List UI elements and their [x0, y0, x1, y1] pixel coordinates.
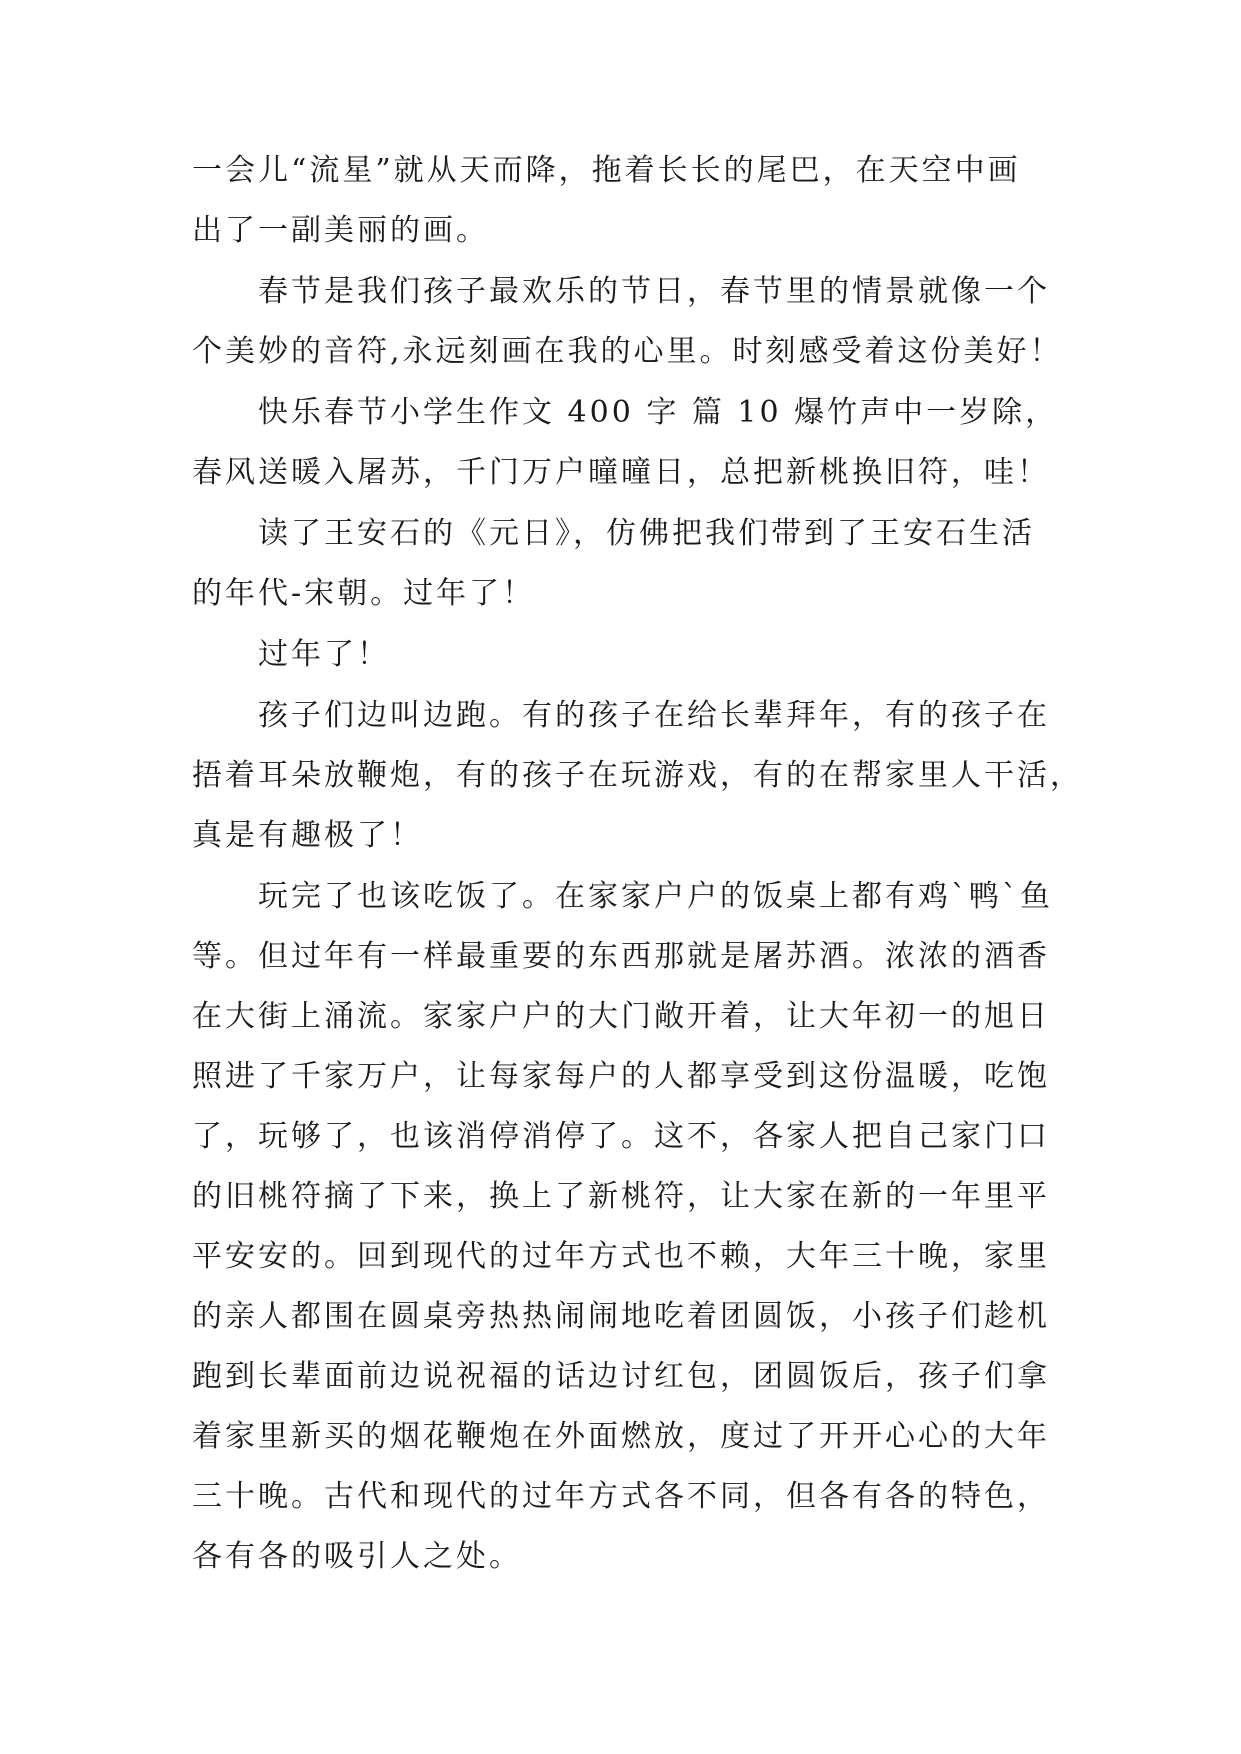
text-line: 个美妙的音符,永远刻画在我的心里。时刻感受着这份美好！	[192, 334, 1063, 369]
text-line: 跑到长辈面前边说祝福的话边讨红包，团圆饭后，孩子们拿	[192, 1359, 1050, 1394]
text-line: 着家里新买的烟花鞭炮在外面燃放，度过了开开心心的大年	[192, 1419, 1050, 1454]
text-line: 春风送暖入屠苏，千门万户曈曈日，总把新桃换旧符，哇！	[192, 455, 1050, 490]
text-line: 的年代-宋朝。过年了！	[192, 576, 536, 611]
text-line: 出了一副美丽的画。	[192, 213, 489, 248]
text-line: 孩子们边叫边跑。有的孩子在给长辈拜年，有的孩子在	[192, 698, 1050, 733]
text-line: 过年了！	[192, 637, 390, 672]
text-line: 真是有趣极了！	[192, 818, 423, 853]
text-line: 玩完了也该吃饭了。在家家户户的饭桌上都有鸡`鸭`鱼	[192, 879, 1053, 914]
text-line: 读了王安石的《元日》，仿佛把我们带到了王安石生活	[192, 516, 1035, 551]
text-line: 春节是我们孩子最欢乐的节日，春节里的情景就像一个	[192, 274, 1050, 309]
text-line: 快乐春节小学生作文 400 字 篇 10 爆竹声中一岁除，	[192, 395, 1059, 430]
text-line: 等。但过年有一样最重要的东西那就是屠苏酒。浓浓的酒香	[192, 939, 1050, 974]
text-line: 在大街上涌流。家家户户的大门敞开着，让大年初一的旭日	[192, 999, 1050, 1034]
text-line: 一会儿“流星”就从天而降，拖着长长的尾巴，在天空中画	[192, 153, 1021, 188]
text-line: 的旧桃符摘了下来，换上了新桃符，让大家在新的一年里平	[192, 1179, 1050, 1214]
text-line: 了，玩够了，也该消停消停了。这不，各家人把自己家门口	[192, 1119, 1050, 1154]
text-line: 的亲人都围在圆桌旁热热闹闹地吃着团圆饭，小孩子们趁机	[192, 1299, 1050, 1334]
text-line: 各有各的吸引人之处。	[192, 1539, 522, 1574]
text-line: 平安安的。回到现代的过年方式也不赖，大年三十晚，家里	[192, 1239, 1050, 1274]
essay-body	[192, 153, 1083, 1574]
text-line: 三十晚。古代和现代的过年方式各不同，但各有各的特色，	[192, 1479, 1050, 1514]
text-line: 捂着耳朵放鞭炮，有的孩子在玩游戏，有的在帮家里人干活，	[192, 758, 1083, 793]
text-line: 照进了千家万户，让每家每户的人都享受到这份温暖，吃饱	[192, 1059, 1050, 1094]
